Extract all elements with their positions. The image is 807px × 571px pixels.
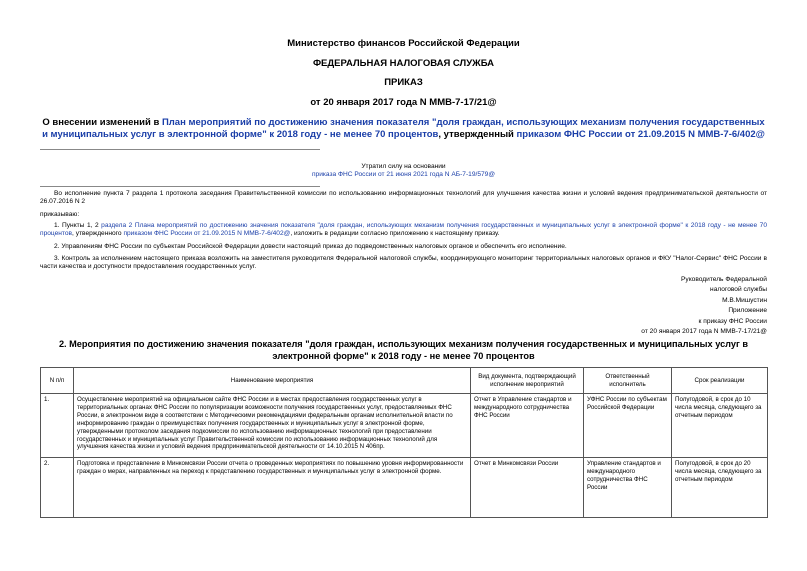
row-1-number: 1. [41, 394, 74, 458]
order-title [40, 117, 767, 141]
col-header-responsible: Ответственный исполнитель [584, 368, 672, 394]
order-402-link[interactable]: приказом ФНС России от 21.09.2015 N ММВ-7-6/402@ [516, 129, 765, 140]
signature-block [641, 276, 767, 336]
col-header-number: N п/п [41, 368, 74, 394]
item-1-end: , изложить в редакции согласно приложению к настоящему приказу. [290, 230, 500, 238]
row-2-measure: Подготовка и представление в Минкомсвязи России отчета о проведенных мероприятиях по повышению уровня информированности граждан о мерах, направленных на переход к представлению государственных и муниципальных услуг в электронной форме. [74, 458, 471, 518]
void-note-text: Утратил силу на основании [361, 163, 446, 170]
item-1-paragraph [40, 222, 767, 239]
void-note [0, 163, 807, 180]
row-1-responsible: УФНС России по субъектам Российской Федерации [584, 394, 672, 458]
title-prefix: О внесении изменений в [42, 117, 162, 128]
table-header-row [41, 368, 768, 394]
signer-name: М.В.Мишустин [722, 296, 767, 304]
col-header-document: Вид документа, подтверждающий исполнение мероприятий [471, 368, 584, 394]
col-header-measure: Наименование мероприятия [74, 368, 471, 394]
order-word: приказываю: [40, 211, 80, 218]
divider-top [40, 149, 320, 150]
signer-position-2: налоговой службы [710, 286, 767, 294]
title-middle: , утвержденный [438, 129, 517, 140]
appendix-label: Приложение [728, 307, 767, 315]
order-date-number: от 20 января 2017 года N ММВ-7-17/21@ [310, 97, 497, 108]
row-2-responsible: Управление стандартов и международного сотрудничества ФНС России [584, 458, 672, 518]
order-402-link-2[interactable]: приказом ФНС России от 21.09.2015 N ММВ-7-6/402@ [123, 230, 291, 238]
row-2-number: 2. [41, 458, 74, 518]
appendix-order-ref: к приказу ФНС России [698, 317, 767, 325]
item-1-start: 1. Пункты 1, 2 [54, 222, 102, 229]
intro-paragraph: Во исполнение пункта 7 раздела 1 протокола заседания Правительственной комиссии по использованию информационных технологий для улучшения качества жизни и условий ведения предпринимательской деятельности от 26.07.2016 N 2 [40, 190, 767, 206]
plan-link[interactable]: План мероприятий по достижению значения показателя "доля граждан, использующих механизм получения государственных и муниципальных услуг в электронной форме" к 2018 году - не менее 70 процентов [42, 117, 765, 140]
service-heading: ФЕДЕРАЛЬНАЯ НАЛОГОВАЯ СЛУЖБА [312, 58, 495, 69]
divider-bottom [40, 186, 320, 187]
col-header-deadline: Срок реализации [672, 368, 768, 394]
measures-table [40, 367, 768, 518]
row-1-measure: Осуществление мероприятий на официальном сайте ФНС России и в местах предоставления государственных услуг в территориальных органах ФНС России по популяризации возможности получения государственных услуг, предоставляемых ФНС России, в электронном виде в соответствии с Методическими рекомендациями федеральным органам исполнительной власти по информированию граждан о преимуществах получения государственных и муниципальных услуг в электронной форме, утвержденными протоколом заседания подкомиссии по использованию информационных технологий при предоставлении государственных и муниципальных услуг Правительственной комиссии по использованию информационных технологий для улучшения качества жизни и условий ведения предпринимательской деятельности от 14.10.2015 N 406пр. [74, 394, 471, 458]
row-2-deadline: Полугодовой, в срок до 20 числа месяца, следующего за отчетным периодом [672, 458, 768, 518]
row-1-document: Отчет в Управление стандартов и международного сотрудничества ФНС России [471, 394, 584, 458]
plan-section-link[interactable]: раздела 2 Плана мероприятий по достижению значения показателя "доля граждан, использующих механизм получения государственных и муниципальных услуг в электронной форме" к 2018 году - не менее 70 процентов [40, 222, 768, 238]
void-note-link[interactable]: приказа ФНС России от 21 июня 2021 года N АБ-7-19/579@ [311, 171, 496, 179]
row-2-document: Отчет в Минкомсвязи России [471, 458, 584, 518]
item-1-mid: , утвержденного [72, 230, 124, 238]
table-row [41, 394, 768, 458]
row-1-deadline: Полугодовой, в срок до 10 числа месяца, следующего за отчетным периодом [672, 394, 768, 458]
signer-position-1: Руководитель Федеральной [681, 276, 767, 283]
item-3-paragraph: 3. Контроль за исполнением настоящего приказа возложить на заместителя руководителя Федеральной налоговой службы, координирующего мониторинг территориальных налоговых органов и ФКУ "Налог-Сервис" ФНС России в части качества и доступности предоставления государственных услуг. [40, 255, 767, 271]
item-2-paragraph: 2. Управлениям ФНС России по субъектам Российской Федерации довести настоящий приказ до подведомственных налоговых органов и обеспечить его исполнение. [54, 243, 567, 250]
ministry-heading: Министерство финансов Российской Федерации [287, 38, 520, 49]
section-2-title: 2. Мероприятия по достижению значения показателя "доля граждан, использующих механизм получения государственных и муниципальных услуг в электронной форме" к 2018 году - не менее 70 процентов [58, 339, 749, 361]
appendix-order-date: от 20 января 2017 года N ММВ-7-17/21@ [641, 328, 767, 336]
table-row [41, 458, 768, 518]
order-heading: ПРИКАЗ [384, 77, 423, 88]
